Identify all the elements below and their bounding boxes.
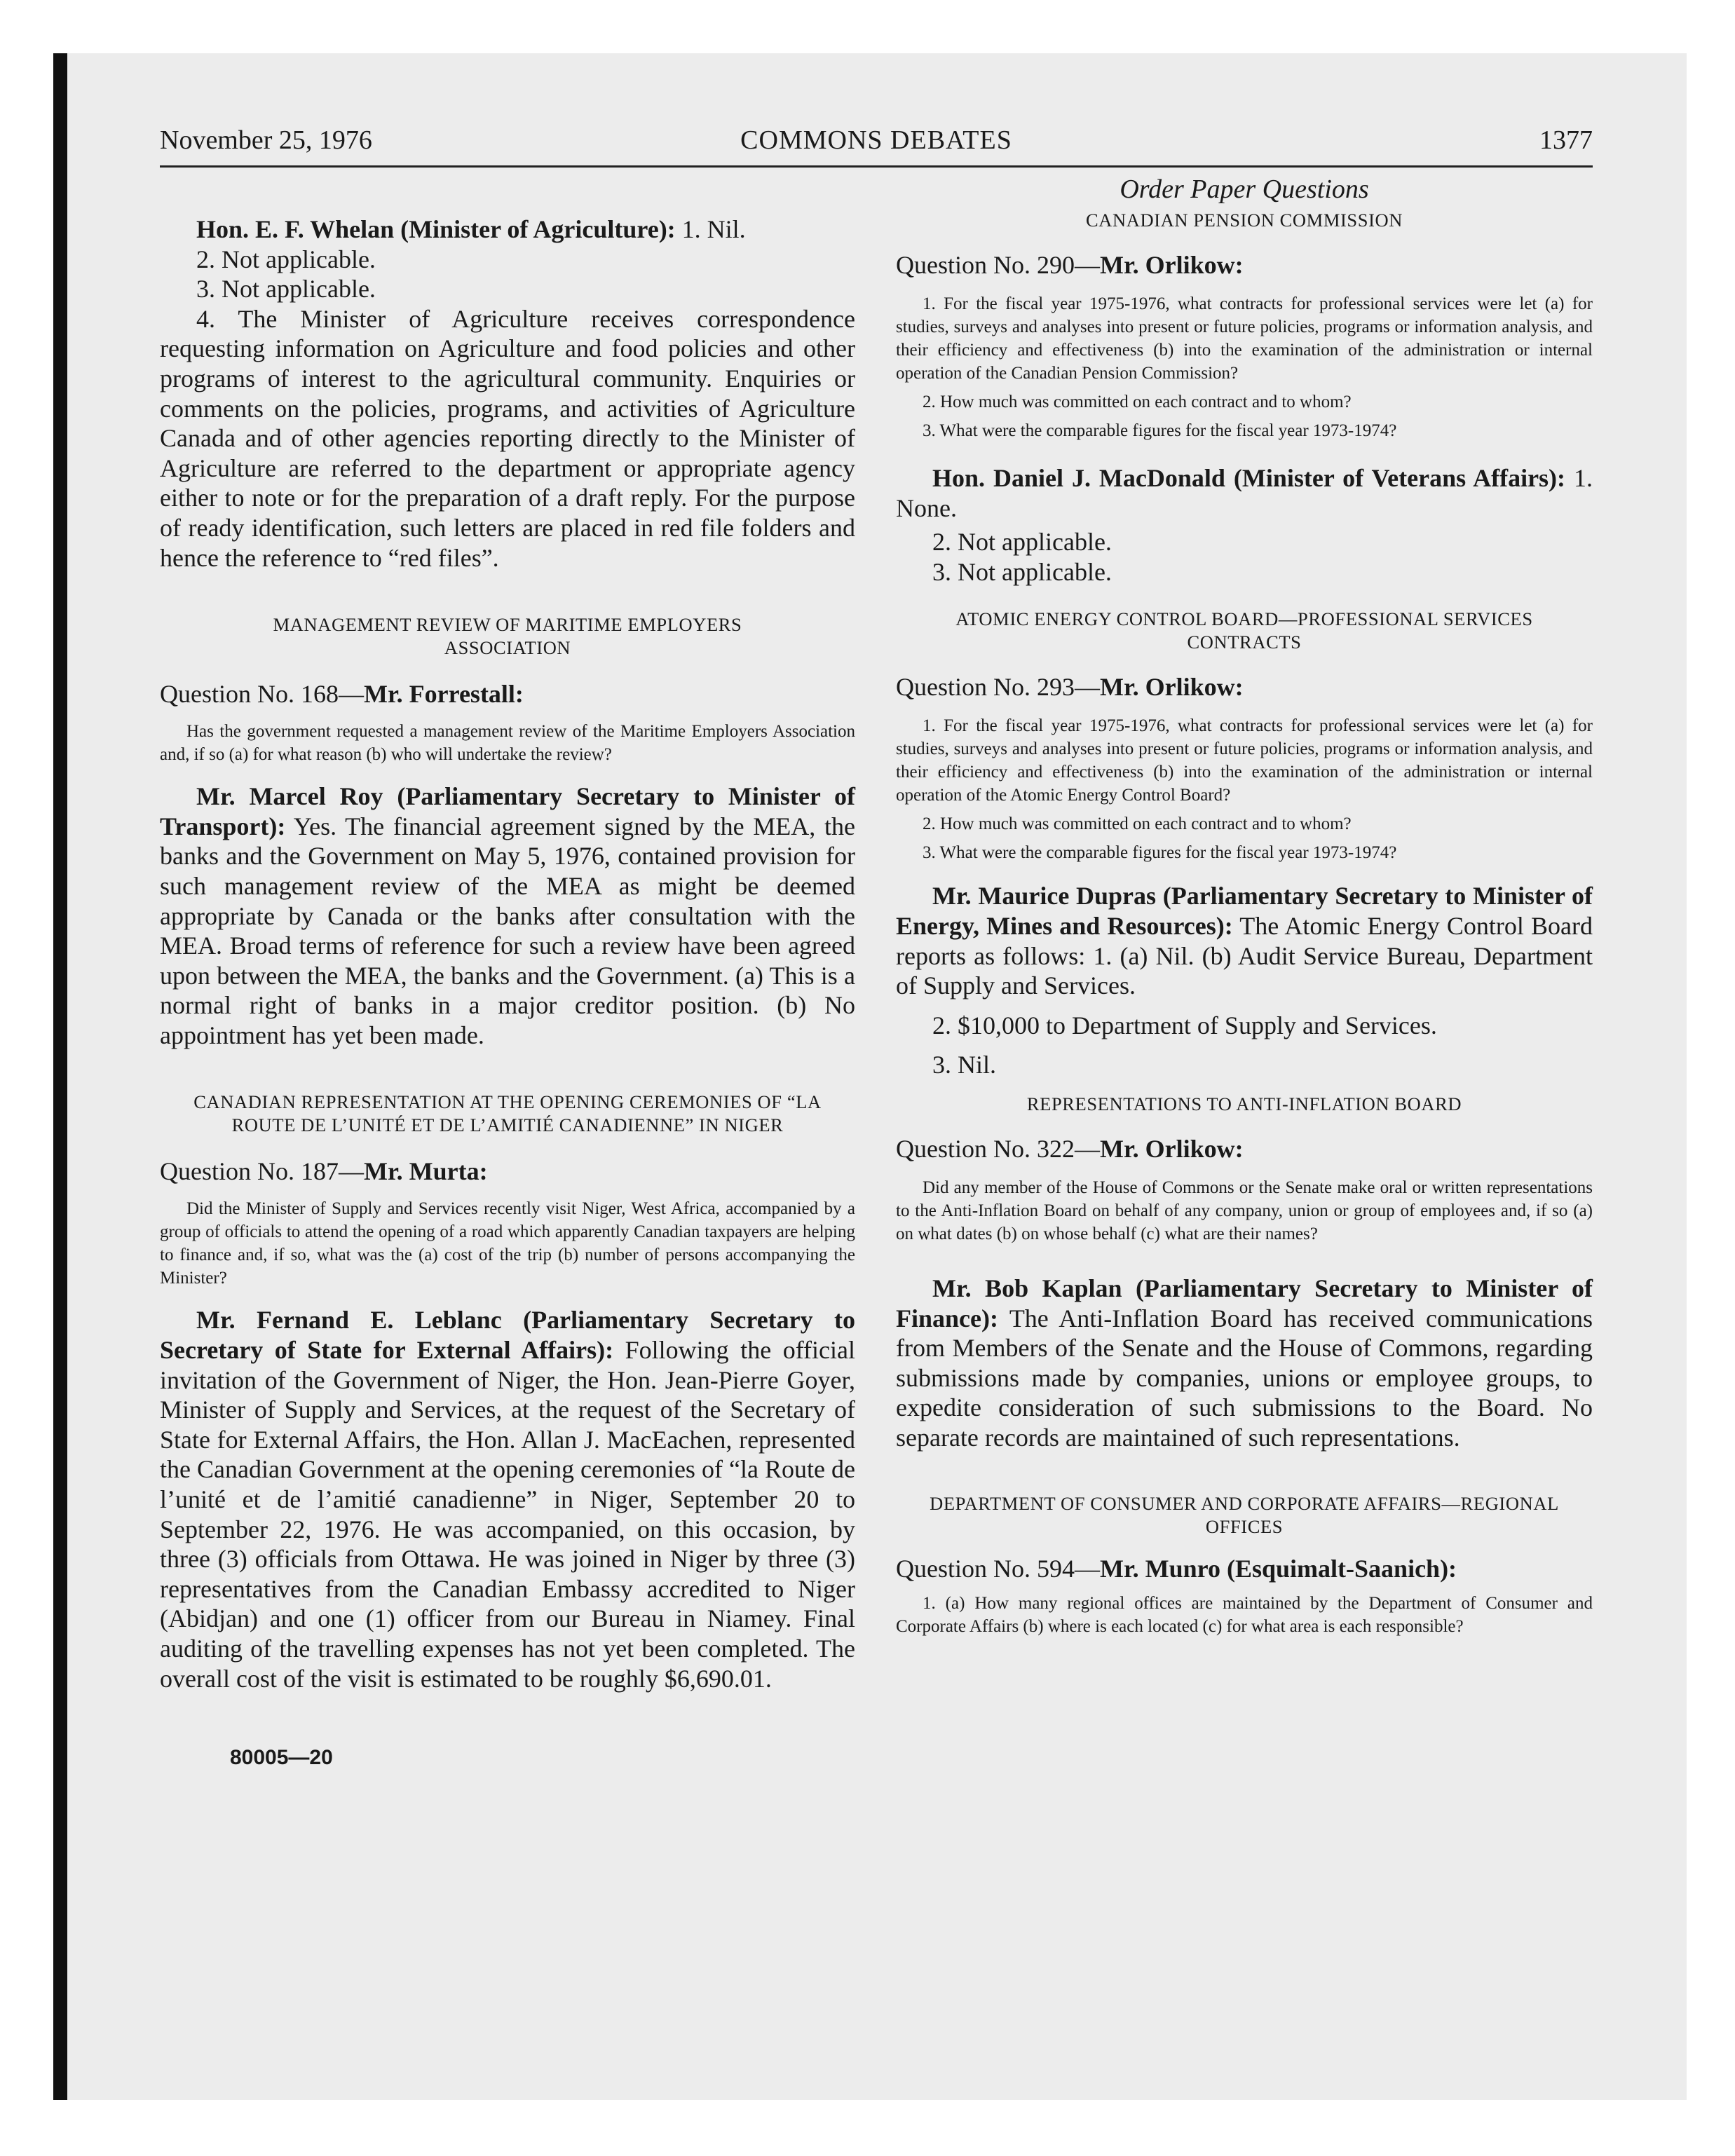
question-member: Mr. Orlikow: — [1100, 673, 1244, 702]
section-heading: REPRESENTATIONS TO ANTI-INFLATION BOARD — [1026, 1093, 1462, 1114]
answer-text: The Atomic Energy Control Board reports as follows: 1. (a) Nil. (b) Audit Service Bureau, Department of Supply and Services. — [896, 911, 1593, 1000]
header-title: COMMONS DEBATES — [740, 125, 1012, 155]
question-text: 2. How much was committed on each contract and to whom? — [923, 814, 1352, 834]
question-number: Question No. 187— — [160, 1157, 364, 1186]
speaker-name: Hon. Daniel J. MacDonald (Minister of Veterans Affairs): — [932, 464, 1566, 492]
question-number: Question No. 168— — [160, 680, 364, 709]
answer-paragraph — [160, 782, 855, 1050]
question-heading — [896, 1554, 1593, 1583]
question-text: Did the Minister of Supply and Services recently visit Niger, West Africa, accompanied by a group of officials to attend the opening of a road which apparently Canadian taxpayers are helping to finance and, if so, what was the (a) cost of the trip (b) number of persons accompanying the Minister? — [160, 1199, 855, 1288]
answer-paragraph — [160, 1305, 855, 1693]
question-member: Mr. Orlikow: — [1100, 251, 1244, 279]
question-member: Mr. Murta: — [364, 1157, 488, 1186]
footer-code: 80005—20 — [230, 1746, 333, 1770]
question-text: Has the government requested a management review of the Maritime Employers Association and, if so (a) for what reason (b) who will undertake the review? — [160, 722, 855, 765]
question-number: Question No. 594— — [896, 1554, 1100, 1583]
question-heading — [896, 1134, 1593, 1164]
question-text: 1. For the fiscal year 1975-1976, what contracts for professional services were let (a) for studies, surveys and analyses into present or future policies, programs or information analysis, and their efficiency and effectiveness (b) into the examination of the administration or internal operation of the Canadian Pension Commission? — [896, 294, 1593, 383]
answer-paragraph: 2. Not applicable. — [196, 245, 376, 273]
section-title: Order Paper Questions — [1120, 175, 1369, 204]
answer-text: 1. Nil. — [681, 215, 746, 243]
question-member: Mr. Forrestall: — [364, 680, 524, 709]
right-column — [896, 174, 1593, 1638]
question-heading — [160, 1157, 855, 1186]
question-number: Question No. 290— — [896, 251, 1100, 279]
left-column — [160, 174, 855, 1770]
running-header — [160, 121, 1593, 168]
section-heading: ATOMIC ENERGY CONTROL BOARD—PROFESSIONAL SERVICES CONTRACTS — [955, 608, 1533, 653]
speaker-name: Mr. Maurice Dupras (Parliamentary Secretary to Minister of Energy, Mines and Resources): — [896, 882, 1593, 940]
question-text: 3. What were the comparable figures for the fiscal year 1973-1974? — [923, 843, 1397, 863]
answer-paragraph: 3. Not applicable. — [196, 275, 376, 303]
header-page-number: 1377 — [1539, 125, 1593, 155]
answer-paragraph: 2. Not applicable. — [932, 528, 1112, 557]
speaker-name: Mr. Fernand E. Leblanc (Parliamentary Secretary to Secretary of State for External Affairs): — [160, 1306, 855, 1365]
question-member: Mr. Orlikow: — [1100, 1134, 1244, 1163]
answer-paragraph — [896, 1274, 1593, 1453]
answer-paragraph: 3. Nil. — [932, 1051, 997, 1079]
question-number: Question No. 293— — [896, 673, 1100, 702]
header-date: November 25, 1976 — [160, 125, 372, 155]
answer-paragraph — [896, 463, 1593, 523]
question-number: Question No. 322— — [896, 1134, 1100, 1163]
question-text: 2. How much was committed on each contract and to whom? — [923, 393, 1352, 411]
question-text: Did any member of the House of Commons or the Senate make oral or written representations to the Anti-Inflation Board on behalf of any company, union or group of employees and, if so (a) on what dates (b) on whose behalf (c) what are their names? — [896, 1178, 1593, 1243]
answer-text: Yes. The financial agreement signed by the MEA, the banks and the Government on May 5, 1976, contained provision for such management review of the MEA as might be deemed appropriate by Canada or the banks after consultation with the MEA. Broad terms of reference for such a review have been agreed upon between the MEA, the banks and the Government. (a) This is a normal right of banks in a major creditor position. (b) No appointment has yet been made. — [160, 812, 855, 1049]
speaker-name: Mr. Bob Kaplan (Parliamentary Secretary to Minister of Finance): — [896, 1274, 1593, 1332]
answer-paragraph: 3. Not applicable. — [932, 557, 1112, 586]
section-heading: CANADIAN PENSION COMMISSION — [1085, 210, 1403, 231]
question-heading — [160, 679, 855, 709]
section-heading: MANAGEMENT REVIEW OF MARITIME EMPLOYERS ASSOCIATION — [273, 614, 742, 659]
answer-paragraph — [160, 214, 855, 245]
answer-paragraph: 4. The Minister of Agriculture receives correspondence requesting information on Agriculture and food policies and other programs of interest to the agricultural community. Enquiries or comments on the policies, programs, and activities of Agriculture Canada and of other agencies reporting directly to the Minister of Agriculture are referred to the department or appropriate agency either to note or for the preparation of a draft reply. For the purpose of ready identification, such letters are placed in red file folders and hence the reference to “red files”. — [160, 304, 855, 572]
question-heading — [896, 672, 1593, 702]
scan-edge-bar — [53, 53, 67, 2100]
answer-text: Following the official invitation of the Government of Niger, the Hon. Jean-Pierre Goyer, Minister of Supply and Services, at the request of the Secretary of State for External Affairs, the Hon. Allan J. MacEachen, represented the Canadian Government at the opening ceremonies of “la Route de l’unité et de l’amitié canadienne” in Niger, September 20 to September 22, 1976. He was accompanied, on this occasion, by three (3) officials from Ottawa. He was joined in Niger by three (3) representatives from the Canadian Embassy accredited to Niger (Abidjan) and one (1) officer from our Bureau in Niamey. Final auditing of the travelling expenses has not yet been completed. The overall cost of the visit is estimated to be roughly $6,690.01. — [160, 1336, 856, 1693]
answer-paragraph — [896, 881, 1593, 1000]
question-member: Mr. Munro (Esquimalt-Saanich): — [1100, 1554, 1457, 1583]
answer-text: The Anti-Inflation Board has received communications from Members of the Senate and the House of Commons, regarding submissions made by companies, unions or employee groups, to expedite consideration of such submissions to the Board. No separate records are maintained of such representations. — [896, 1304, 1593, 1452]
section-heading: DEPARTMENT OF CONSUMER AND CORPORATE AFFAIRS—REGIONAL OFFICES — [930, 1492, 1559, 1537]
question-text: 1. For the fiscal year 1975-1976, what contracts for professional services were let (a) for studies, surveys and analyses into present or future policies, programs or information analysis, and their efficiency and effectiveness (b) into the examination of the administration or internal operation of the Atomic Energy Control Board? — [896, 716, 1593, 805]
section-heading: CANADIAN REPRESENTATION AT THE OPENING CEREMONIES OF “LA ROUTE DE L’UNITÉ ET DE L’AMITIÉ CANADIENNE” IN NIGER — [193, 1091, 822, 1136]
question-text: 3. What were the comparable figures for the fiscal year 1973-1974? — [923, 421, 1397, 440]
answer-text: 1. None. — [896, 464, 1593, 522]
question-heading — [896, 250, 1593, 280]
speaker-name: Mr. Marcel Roy (Parliamentary Secretary to Minister of Transport): — [160, 782, 855, 840]
answer-paragraph: 2. $10,000 to Department of Supply and Services. — [932, 1011, 1437, 1039]
question-text: 1. (a) How many regional offices are maintained by the Department of Consumer and Corporate Affairs (b) where is each located (c) for what area is each responsible? — [896, 1593, 1593, 1636]
speaker-name: Hon. E. F. Whelan (Minister of Agriculture): — [196, 215, 676, 243]
